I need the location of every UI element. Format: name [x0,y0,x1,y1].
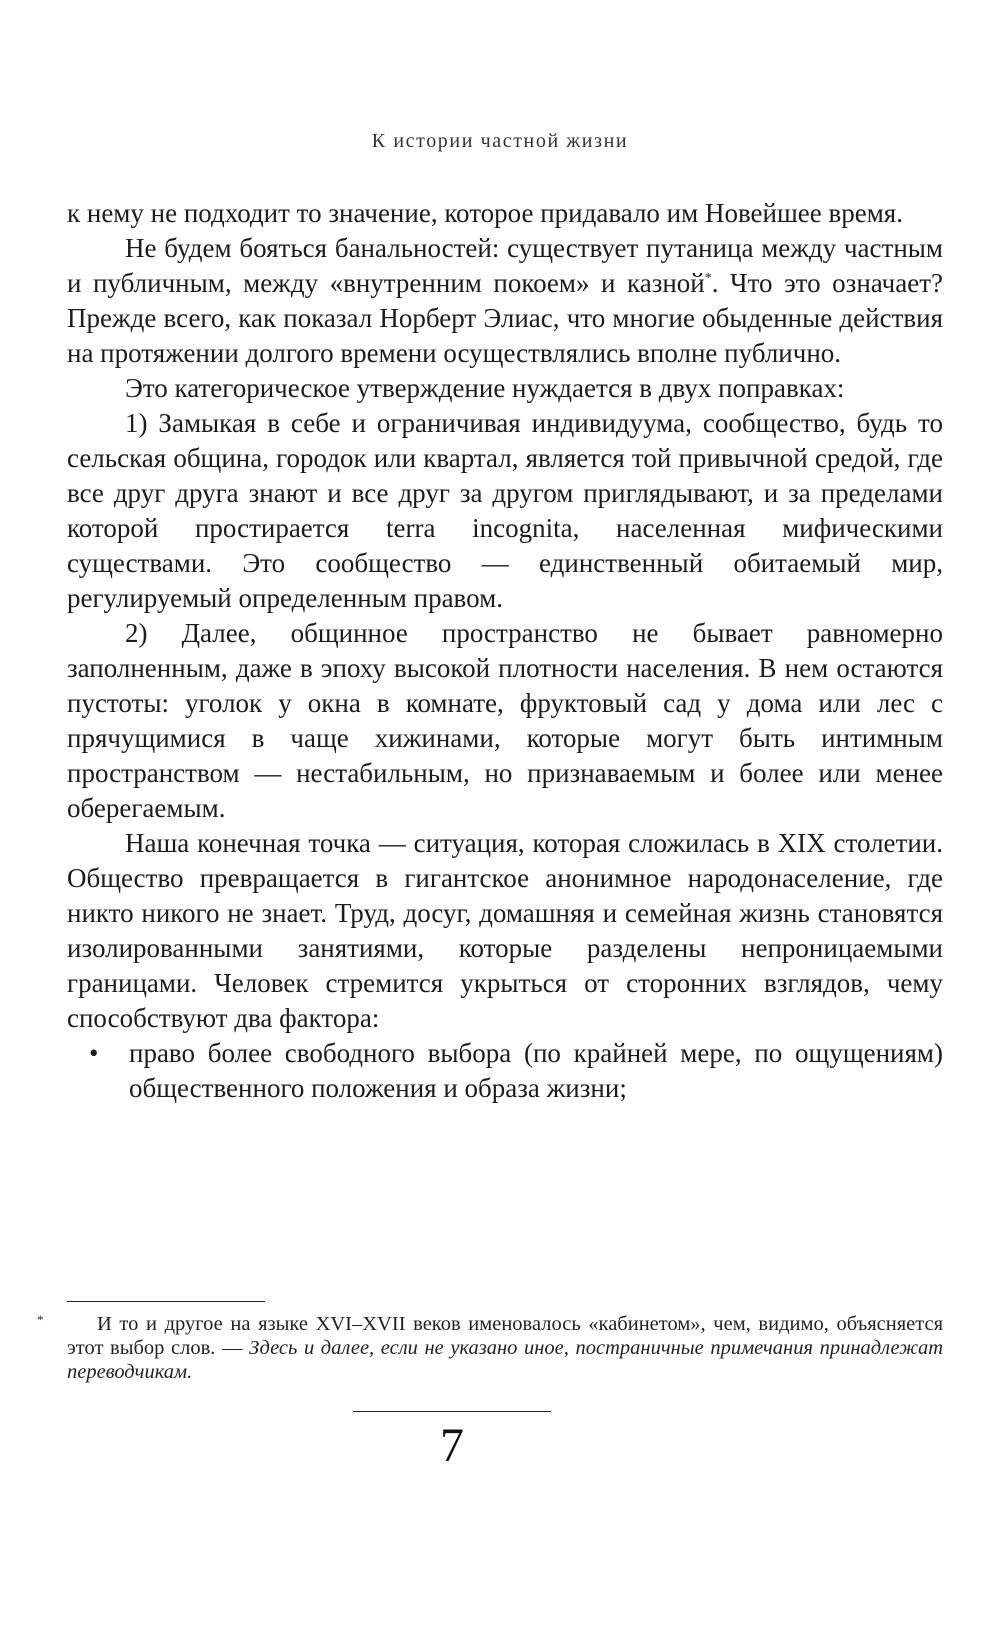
paragraph-continuation: к нему не подходит то значение, которое придавало им Новейшее время. [67,198,903,228]
running-head: К истории частной жизни [371,130,629,152]
footnote-reference: * [704,271,712,286]
footnote [37,1312,944,1384]
paragraph-banality-start: Не будем бояться банальностей: существует путаница между частным и публичным, между «внутренним покоем» и казной [67,233,943,298]
page-number-divider [353,1411,551,1412]
bullet-text: право более свободного выбора (по крайней мере, по ощущениям) общественного положения и образа жизни; [129,1038,943,1103]
footnote-mark: * [37,1312,44,1327]
paragraph-point-2: 2) Далее, общинное пространство не бывает равномерно заполненным, даже в эпоху высокой плотности населения. В нем остаются пустоты: уголок у окна в комнате, фруктовый сад у дома или лес с прячущимися в чаще хижинами, которые могут быть интимным пространством — нестабильным, но признаваемым и более или менее оберегаемым. [67,618,943,823]
paragraph-nineteenth-century: Наша конечная точка — ситуация, которая сложилась в XIX столетии. Общество превращается в гигантское анонимное народонаселение, где никто никого не знает. Труд, досуг, домашняя и семейная жизнь становятся изолированными занятиями, которые разделены непроницаемыми границами. Человек стремится укрыться от сторонних взглядов, чему способствуют два фактора: [67,828,943,1033]
footnote-text: И то и другое на языке XVI–XVII веков именовалось «кабинетом», чем, видимо, объясняется этот выбор слов. — [67,1313,943,1359]
bullet-list [67,1036,943,1106]
bullet-item [67,1036,943,1106]
bullet-icon: • [89,1038,99,1068]
paragraph-banality [67,231,943,371]
footnote-divider [67,1301,265,1302]
paragraph-corrections: Это категорическое утверждение нуждается в двух поправках: [125,373,845,403]
page-number: 7 [440,1419,464,1472]
main-text [67,196,943,1106]
paragraph-point-1: 1) Замыкая в себе и ограничивая индивидуума, сообщество, будь то сельская община, городок или квартал, является той привычной средой, где все друг друга знают и все друг за другом приглядывают, и за пределами которой простирается terra incognita, населенная мифическими существами. Это сообщество — единственный обитаемый мир, регулируемый определенным правом. [67,408,943,613]
footnote-italic-note: Здесь и далее, если не указано иное, постраничные примечания принадлежат переводчикам. [67,1337,944,1383]
paragraph-banality-end: . Что это означает? Прежде всего, как показал Норберт Элиас, что многие обыденные действия на протяжении долгого времени осуществлялись вполне публично. [67,268,943,368]
